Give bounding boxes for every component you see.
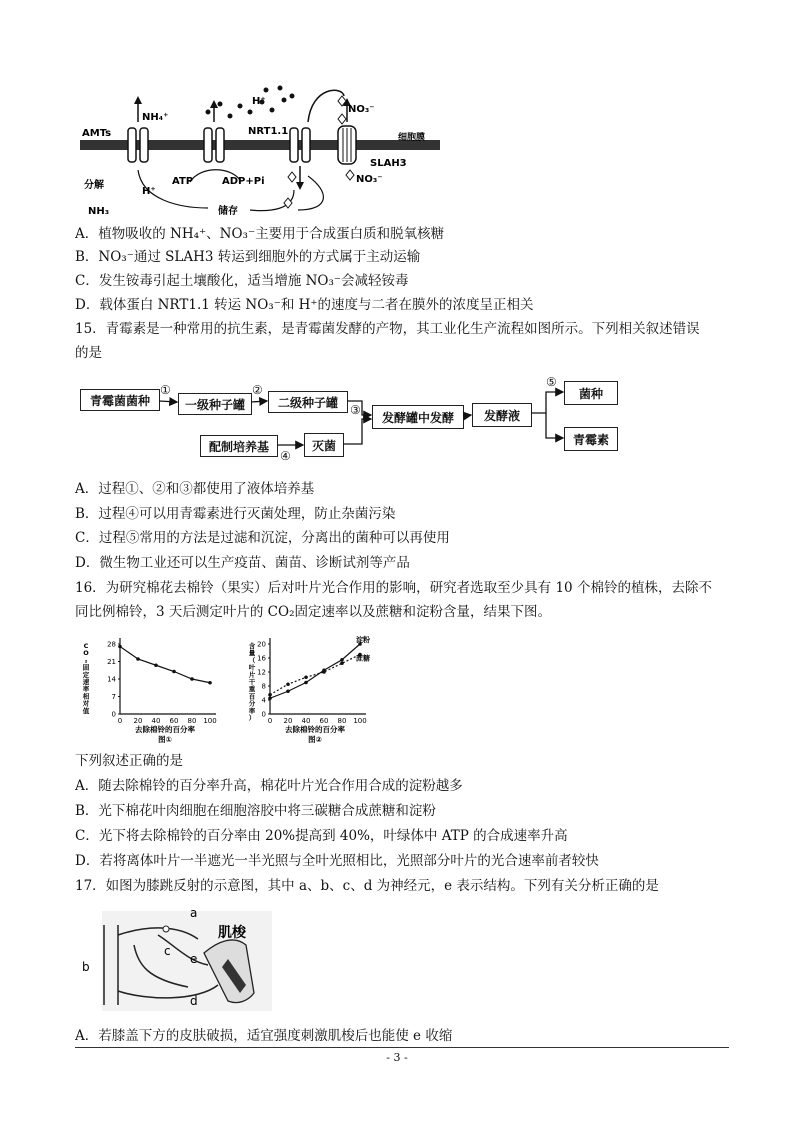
series-name: 蔗糖 [356,654,370,663]
flow-node-broth: 发酵液 [472,403,532,427]
page-number: - 3 - [386,1051,408,1064]
q17-option-a: A．若膝盖下方的皮肤破损，适宜强度刺激肌梭后也能使 e 收缩 [75,1028,453,1044]
x-tick-label: 80 [337,717,347,725]
y-axis-label-char: （ [248,656,256,665]
data-point [154,663,158,667]
flow-node-seed2: 二级种子罐 [268,391,348,413]
y-axis-label-char: 重 [248,685,256,694]
x-tick-label: 60 [319,717,329,725]
y-axis-label-char: 量 [248,649,256,658]
y-axis-label-char: 百 [248,692,256,701]
q16-option-d: D．若将离体叶片一半遮光一半光照与全叶光照相比，光照部分叶片的光合速率前者较快 [75,853,599,869]
x-tick-label: 100 [353,717,367,725]
label-nh3: NH₃ [88,206,110,217]
flow-step-5: ⑤ [546,375,557,389]
y-tick-label: 21 [107,658,116,666]
data-point [208,681,212,685]
q15-option-a: A．过程①、②和③都使用了液体培养基 [75,481,315,497]
y-axis-label-char: 定 [82,670,90,679]
flow-node-penicillin: 青霉素 [564,427,618,451]
label-no3-top: NO₃⁻ [348,104,375,115]
label-nrt: NRT1.1 [248,126,289,137]
x-axis-label: 去除棉铃的百分率 [135,725,195,734]
y-tick-label: 0 [111,710,116,719]
y-axis-label-char: 片 [248,670,256,679]
data-point [118,645,122,649]
q14-option-c: C．发生铵毒引起土壤酸化，适当增施 NO₃⁻会减轻铵毒 [75,273,409,289]
q17-stem: 17．如图为膝跳反射的示意图，其中 a、b、c、d 为神经元，e 表示结构。下列有关分析正确的是 [75,878,659,894]
series-line [270,644,360,698]
series-name: 淀粉 [356,636,370,644]
label-h-mid: H⁺ [142,186,156,197]
flow-node-medium: 配制培养基 [200,435,278,457]
x-tick-label: 60 [169,717,179,725]
y-tick-label: 7 [111,693,116,701]
data-point [286,689,290,693]
knee-reflex-diagram [78,905,278,1015]
amts-channel [128,96,148,162]
q16-option-b: B．光下棉花叶肉细胞在细胞溶胶中将三碳糖合成蔗糖和淀粉 [75,803,436,819]
data-point [268,693,272,697]
x-tick-label: 0 [267,717,273,725]
y-axis-label-char: 对 [82,699,90,708]
data-point [304,681,308,685]
q16-after: 下列叙述正确的是 [75,753,183,769]
label-slah3: SLAH3 [370,158,407,169]
flow-node-strain: 青霉菌菌种 [80,389,160,411]
proton-dots [206,86,295,119]
label-c: c [164,944,171,958]
data-point [286,682,290,686]
y-axis-label-char: 含 [248,642,256,650]
label-membrane: 细胞膜 [398,133,426,143]
chart-sugar-content [226,632,376,744]
x-tick-label: 40 [301,717,311,725]
series-line [270,655,360,695]
y-axis-label-char: 率 [248,706,256,715]
x-tick-label: 40 [151,717,161,725]
q15-option-c: C．过程⑤常用的方法是过滤和沉淀，分离出的菌种可以再使用 [75,530,450,546]
flow-node-fermenter: 发酵罐中发酵 [372,405,464,429]
data-point [304,675,308,679]
flow-node-seed1: 一级种子罐 [178,393,252,415]
y-axis-label-char: ） [248,714,256,722]
x-tick-label: 20 [133,717,143,725]
penicillin-flowchart [80,375,640,465]
data-point [268,696,272,700]
label-adp: ADP+Pi [222,176,265,187]
y-tick-label: 20 [257,640,266,649]
data-point [190,677,194,681]
q14-option-b: B．NO₃⁻通过 SLAH3 转运到细胞外的方式属于主动运输 [75,249,421,265]
label-chucun: 储存 [218,206,238,217]
label-b: b [82,960,90,974]
x-axis-label: 去除棉铃的百分率 [285,725,345,734]
flow-node-sterilize: 灭菌 [304,433,344,457]
label-a: a [190,906,198,920]
q14-option-a: A．植物吸收的 NH₄⁺、NO₃⁻主要用于合成蛋白质和脱氧核糖 [75,226,445,242]
membrane-transport-diagram [80,82,440,222]
footer-rule [75,1047,729,1048]
y-tick-label: 16 [257,654,266,663]
x-tick-label: 20 [283,717,293,725]
q15-stem-line1: 15．青霉素是一种常用的抗生素，是青霉菌发酵的产物，其工业化生产流程如图所示。下列相关叙述错误 [75,321,700,337]
label-no3-bottom: NO₃⁻ [356,174,383,185]
chart-title: 图① [158,735,172,744]
proton-pump [204,100,224,162]
y-tick-label: 8 [261,682,266,691]
label-e: e [190,952,198,966]
y-axis-label-char: 分 [248,699,256,708]
label-jisuo: 肌梭 [218,925,246,941]
label-nh4-top: NH₄⁺ [142,112,169,123]
x-tick-label: 0 [117,717,123,725]
label-d: d [190,994,198,1008]
y-axis-label-char: 相 [82,692,90,701]
label-fenjie: 分解 [84,180,104,191]
y-tick-label: 14 [107,675,116,684]
y-axis-label-char: ₂ [84,656,88,665]
y-tick-label: 12 [257,668,266,677]
q14-option-d: D．载体蛋白 NRT1.1 转运 NO₃⁻和 H⁺的速度与二者在膜外的浓度呈正相关 [75,297,534,313]
q16-option-a: A．随去除棉铃的百分率升高，棉花叶片光合作用合成的淀粉越多 [75,778,463,794]
y-axis-label-char: 叶 [248,663,256,672]
y-axis-label-char: C [83,642,89,650]
flow-step-1: ① [160,383,171,397]
flow-step-4: ④ [280,449,291,463]
data-point [136,657,140,661]
q16-stem-line2: 同比例棉铃，3 天后测定叶片的 CO₂固定速率以及蔗糖和淀粉含量，结果下图。 [75,604,551,620]
label-atp: ATP [172,176,194,187]
q16-option-c: C．光下将去除棉铃的百分率由 20%提高到 40%，叶绿体中 ATP 的合成速率升高 [75,828,568,844]
series-line [120,647,210,683]
flow-step-3: ③ [350,403,361,417]
q15-option-b: B．过程④可以用青霉素进行灭菌处理，防止杂菌污染 [75,506,396,522]
q16-stem-line1: 16．为研究棉花去棉铃（果实）后对叶片光合作用的影响，研究者选取至少具有 10 个棉铃的植株，去除不 [75,580,712,596]
chart-title: 图② [308,735,322,744]
y-axis-label-char: 固 [82,663,90,672]
x-tick-label: 100 [203,717,217,725]
y-tick-label: 0 [261,710,266,719]
data-point [340,661,344,665]
flow-step-2: ② [252,383,263,397]
chart-co2-rate [76,632,226,744]
y-axis-label-char: 值 [82,706,90,715]
data-point [172,670,176,674]
y-axis-label-char: O [83,649,89,658]
label-h-top: H⁺ [252,96,266,107]
y-axis-label-char: 率 [82,685,90,694]
y-axis-label-char: 干 [248,678,256,686]
data-point [340,658,344,662]
q15-option-d: D．微生物工业还可以生产疫苗、菌苗、诊断试剂等产品 [75,555,410,571]
y-tick-label: 28 [107,640,116,649]
data-point [322,670,326,674]
y-tick-label: 4 [261,696,266,705]
flow-node-strain-out: 菌种 [564,381,618,405]
q15-stem-line2: 的是 [75,345,102,361]
x-tick-label: 80 [187,717,197,725]
label-amts: AMTs [82,128,112,139]
y-axis-label-char: 速 [82,678,90,686]
